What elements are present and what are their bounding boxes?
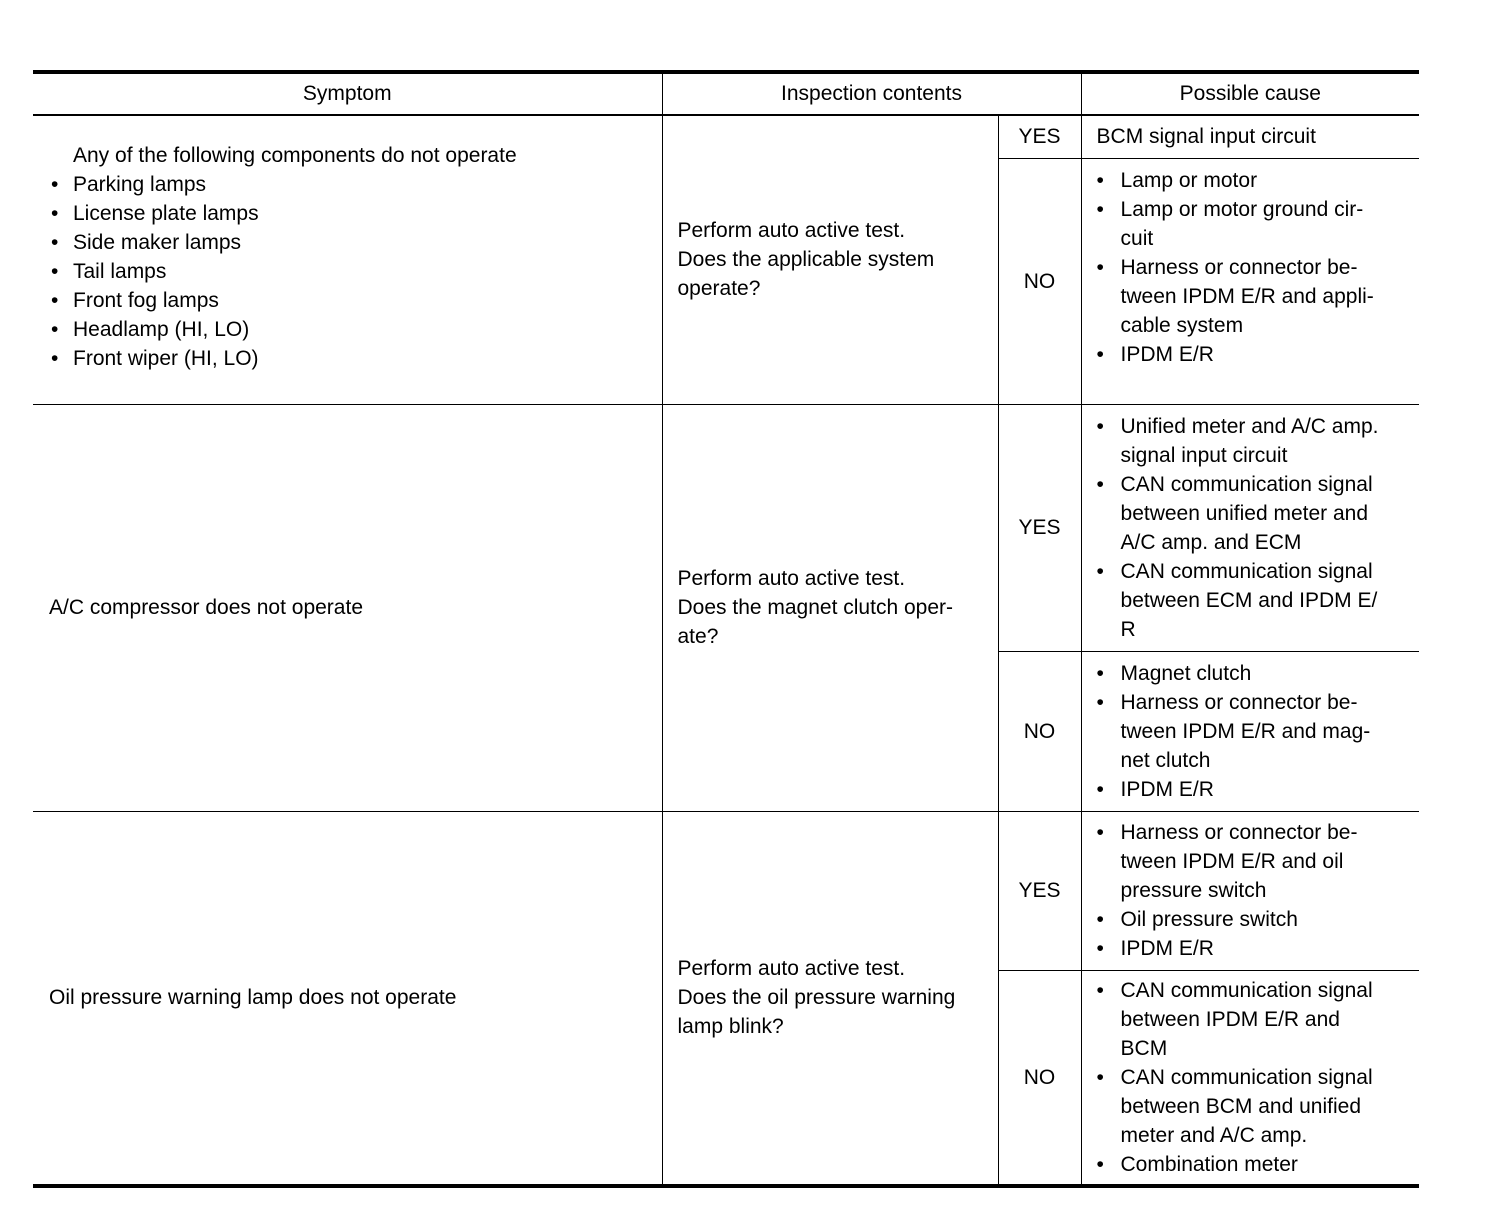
list-item: • Unified meter and A/C amp. signal input circuit xyxy=(1097,412,1412,470)
list-item: • Lamp or motor ground cir- cuit xyxy=(1097,195,1412,253)
list-item: • Tail lamps xyxy=(49,257,662,286)
no-label: NO xyxy=(998,158,1081,404)
cause-cell xyxy=(1081,970,1419,1186)
list-item: • License plate lamps xyxy=(49,199,662,228)
list-item: • Parking lamps xyxy=(49,170,662,199)
list-item: • IPDM E/R xyxy=(1097,775,1412,804)
inspection-cell: Perform auto active test. Does the oil pressure warning lamp blink? xyxy=(662,811,998,1186)
header-inspection: Inspection contents xyxy=(662,72,1081,115)
list-item: • Combination meter xyxy=(1097,1150,1412,1179)
yes-label: YES xyxy=(998,115,1081,158)
list-item: • CAN communication signal between ECM and IPDM E/ R xyxy=(1097,557,1412,644)
list-item: • CAN communication signal between IPDM E/R and BCM xyxy=(1097,976,1412,1063)
cause-cell xyxy=(1081,158,1419,404)
yes-label: YES xyxy=(998,404,1081,651)
yes-label: YES xyxy=(998,811,1081,970)
symptom-cell: A/C compressor does not operate xyxy=(33,404,662,811)
header-cause: Possible cause xyxy=(1081,72,1419,115)
list-item: • Oil pressure switch xyxy=(1097,905,1412,934)
symptom-cell xyxy=(33,115,662,404)
list-item: • CAN communication signal between BCM and unified meter and A/C amp. xyxy=(1097,1063,1412,1150)
cause-cell xyxy=(1081,404,1419,651)
cause-cell: BCM signal input circuit xyxy=(1081,115,1419,158)
cause-cell xyxy=(1081,651,1419,811)
list-item: • Headlamp (HI, LO) xyxy=(49,315,662,344)
list-item: • Front fog lamps xyxy=(49,286,662,315)
table-row xyxy=(33,115,1419,158)
cause-cell xyxy=(1081,811,1419,970)
list-item: • Side maker lamps xyxy=(49,228,662,257)
list-item: • Harness or connector be- tween IPDM E/R and oil pressure switch xyxy=(1097,818,1412,905)
header-symptom: Symptom xyxy=(33,72,662,115)
document-page xyxy=(33,70,1419,1188)
diagnosis-table xyxy=(33,70,1419,1188)
list-item: • Harness or connector be- tween IPDM E/R and appli- cable system xyxy=(1097,253,1412,340)
table-row xyxy=(33,811,1419,970)
symptom-intro: Any of the following components do not operate xyxy=(73,143,517,167)
list-item: • Magnet clutch xyxy=(1097,659,1412,688)
header-row xyxy=(33,72,1419,115)
list-item: • IPDM E/R xyxy=(1097,934,1412,963)
inspection-cell: Perform auto active test. Does the magnet clutch oper- ate? xyxy=(662,404,998,811)
list-item: • CAN communication signal between unified meter and A/C amp. and ECM xyxy=(1097,470,1412,557)
symptom-list xyxy=(49,170,662,373)
no-label: NO xyxy=(998,651,1081,811)
list-item: • Harness or connector be- tween IPDM E/R and mag- net clutch xyxy=(1097,688,1412,775)
inspection-cell: Perform auto active test. Does the applicable system operate? xyxy=(662,115,998,404)
list-item: • Lamp or motor xyxy=(1097,166,1412,195)
table-row xyxy=(33,404,1419,651)
no-label: NO xyxy=(998,970,1081,1186)
list-item: • Front wiper (HI, LO) xyxy=(49,344,662,373)
list-item: • IPDM E/R xyxy=(1097,340,1412,369)
symptom-cell: Oil pressure warning lamp does not operate xyxy=(33,811,662,1186)
